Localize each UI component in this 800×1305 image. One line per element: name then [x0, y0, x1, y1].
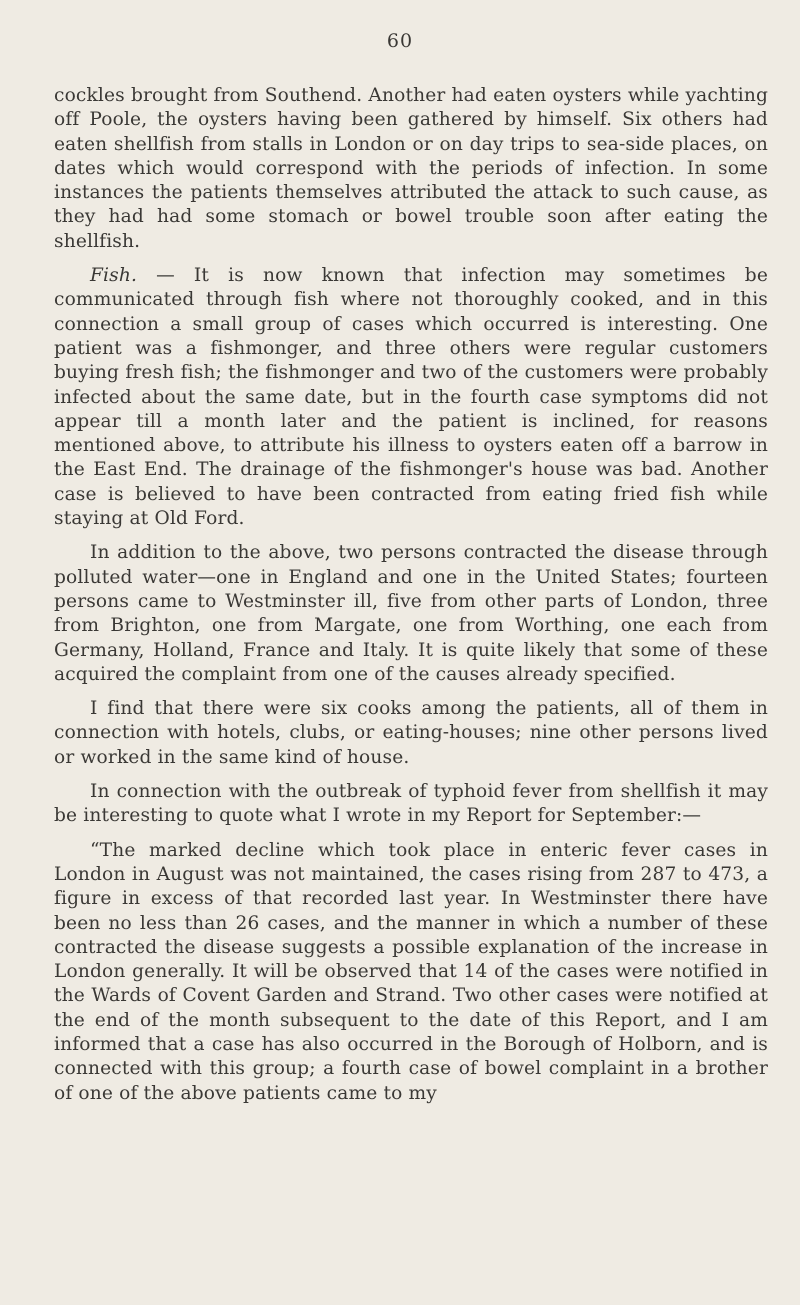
paragraph-september-quote: “The marked decline which took place in enteric fever cases in London in August was not maintained, the cases rising from 287 to 473, a figure in excess of that recorded last year. In Westminster there have been no less than 26 cases, and the manner in which a number of these contracted the disease suggests a possible explanation of the increase in London generally. It will be observed that 14 of the cases were notified in the Wards of Covent Garden and Strand. Two other cases were notified at the end of the month subsequent to the date of this Report, and I am informed that a case has also occurred in the Borough of Holborn, and is connected with this group; a fourth case of bowel complaint in a brother of one of the above patients came to my — [54, 839, 768, 1104]
paragraph-fish — [54, 264, 768, 531]
paragraph-shellfish-continued: cockles brought from Southend. Another had eaten oysters while yachting off Poole, the oysters having been gathered by himself. Six others had eaten shellfish from stalls in London or on day trips to sea-side places, on dates which would correspond with the periods of infection. In some instances the patients themselves attributed the attack to such cause, as they had had some stomach or bowel trouble soon after eating the shellfish. — [54, 85, 768, 252]
paragraph-cooks: I find that there were six cooks among the patients, all of them in connection with hotels, clubs, or eating-houses; nine other persons lived or worked in the same kind of house. — [54, 698, 768, 768]
page-number: 60 — [386, 30, 414, 52]
paragraph-fish-text: — It is now known that infection may sometimes be communicated through fish where not thoroughly cooked, and in this connection a small group of cases which occurred is interesting. One patient was a fishmonger, and three others were regular customers buying fresh fish; the fishmonger and two of the customers were probably infected about the same date, but in the fourth case symptoms did not appear till a month later and the patient is inclined, for reasons mentioned above, to attribute his illness to oysters eaten off a barrow in the East End. The drainage of the fishmonger's house was bad. Another case is believed to have been contracted from eating fried fish while staying at Old Ford. — [54, 265, 768, 530]
body-text — [54, 84, 768, 1106]
run-in-heading-fish: Fish. — [90, 265, 138, 287]
paragraph-report-intro: In connection with the outbreak of typhoid fever from shellfish it may be interesting to quote what I wrote in my Report for September:— — [54, 781, 768, 827]
paragraph-other-sources: In addition to the above, two persons contracted the disease through polluted water—one in England and one in the United States; fourteen persons came to Westminster ill, five from other parts of London, three from Brighton, one from Margate, one from Worthing, one each from Germany, Holland, France and Italy. It is quite likely that some of these acquired the complaint from one of the causes already specified. — [54, 542, 768, 685]
